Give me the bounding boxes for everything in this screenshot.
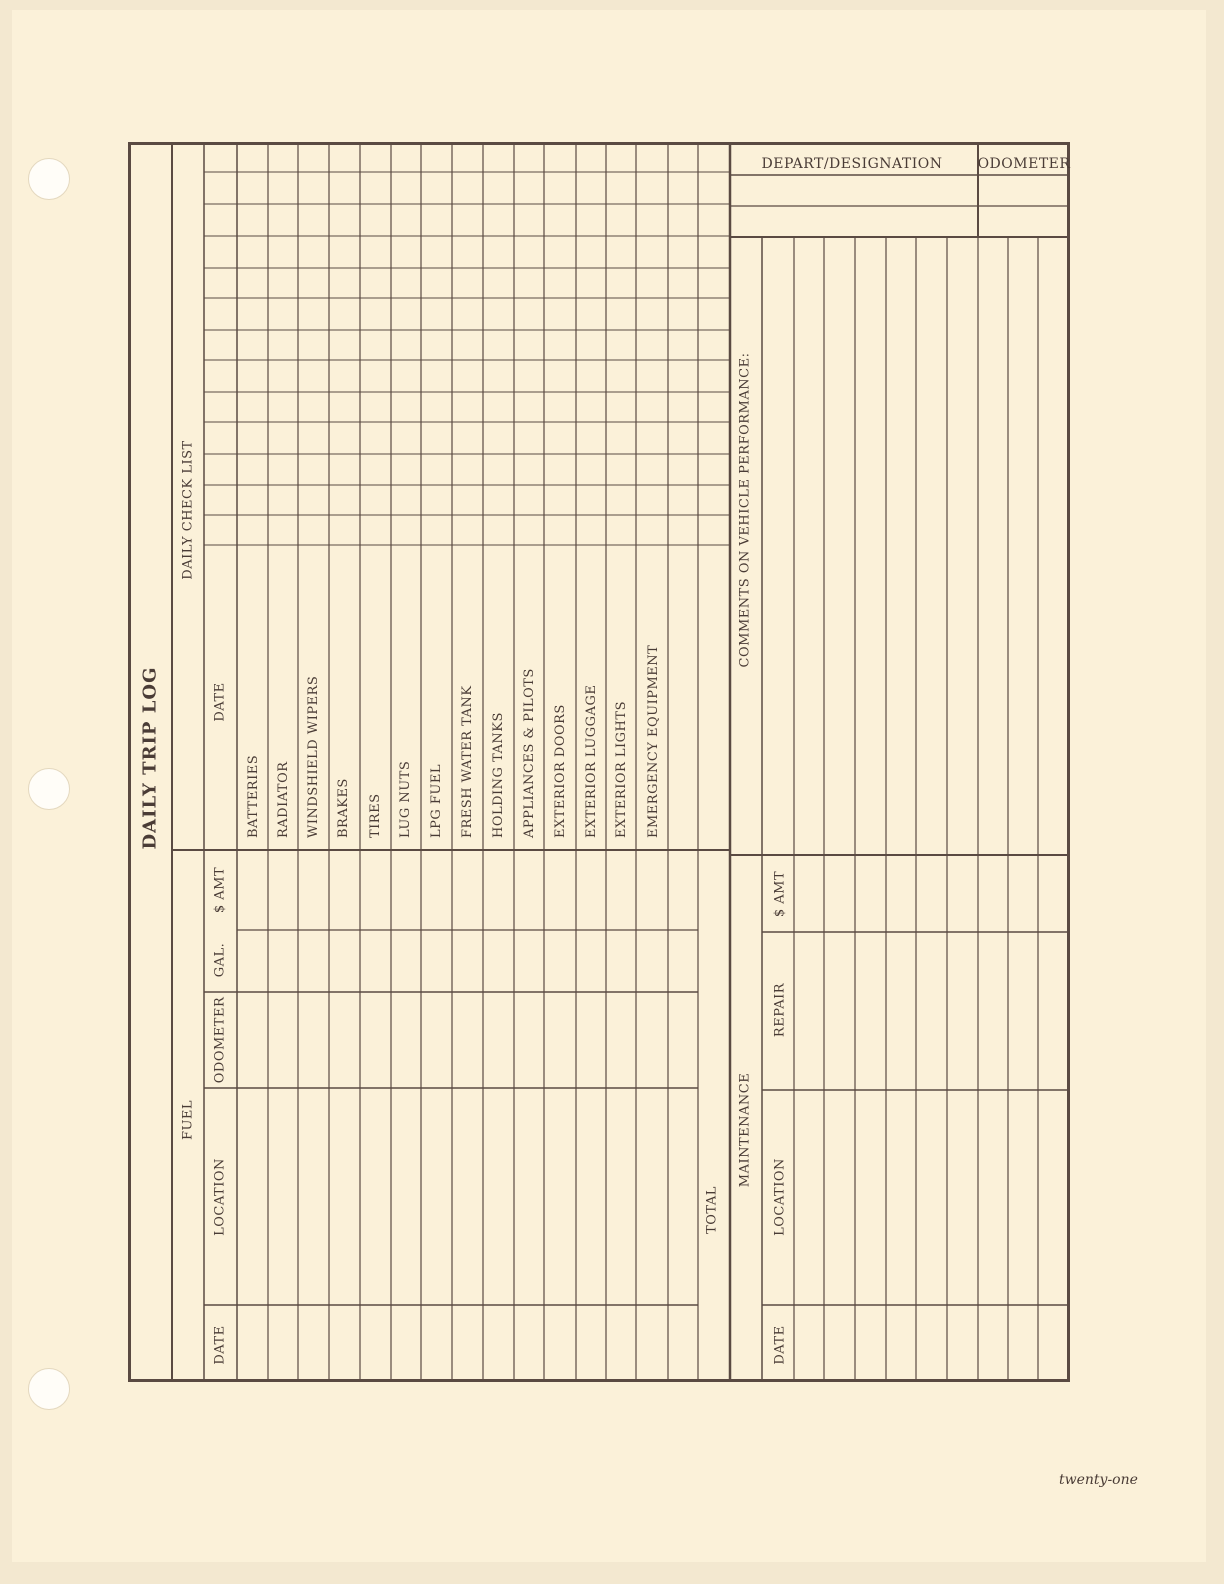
fuel-col-gal: GAL. (212, 942, 228, 978)
odometer-label: ODOMETER (977, 156, 1071, 172)
checklist-item-label: EXTERIOR DOORS (553, 704, 568, 838)
checklist-item-label: APPLIANCES & PILOTS (522, 668, 537, 838)
checklist-item-label: LUG NUTS (398, 760, 413, 838)
daily-trip-log-form (128, 142, 1070, 1382)
depart-designation-label: DEPART/DESIGNATION (761, 156, 943, 172)
comments-label: COMMENTS ON VEHICLE PERFORMANCE: (737, 352, 753, 668)
fuel-col-location: LOCATION (212, 1158, 228, 1236)
maint-col-date: DATE (772, 1325, 788, 1365)
checklist-item-label: EXTERIOR LUGGAGE (584, 684, 599, 838)
checklist-item-label: BRAKES (336, 778, 351, 838)
checklist-item-label: WINDSHIELD WIPERS (306, 675, 321, 838)
fuel-col-odometer: ODOMETER (212, 996, 228, 1084)
checklist-date-label: DATE (212, 682, 228, 722)
maint-col-repair: REPAIR (772, 982, 788, 1038)
maint-col-amt: $ AMT (772, 870, 788, 918)
checklist-item-label: RADIATOR (276, 761, 291, 838)
fuel-col-date: DATE (212, 1325, 228, 1365)
fuel-total-label: TOTAL (704, 1186, 720, 1234)
maint-col-location: LOCATION (772, 1158, 788, 1236)
fuel-heading: FUEL (180, 1099, 196, 1141)
checklist-item-label: TIRES (368, 793, 383, 838)
maintenance-heading: MAINTENANCE (737, 1072, 753, 1188)
checklist-item-label: EMERGENCY EQUIPMENT (646, 644, 661, 838)
checklist-item-label: FRESH WATER TANK (460, 685, 475, 838)
checklist-heading: DAILY CHECK LIST (180, 440, 196, 580)
checklist-item-label: EXTERIOR LIGHTS (614, 701, 629, 838)
checklist-item-label: BATTERIES (246, 754, 261, 838)
binder-hole-top (28, 158, 70, 200)
page-number: twenty-one (1059, 1472, 1138, 1488)
binder-hole-middle (28, 768, 70, 810)
fuel-col-amt: $ AMT (212, 866, 228, 914)
binder-hole-bottom (28, 1368, 70, 1410)
checklist-item-label: HOLDING TANKS (491, 712, 506, 838)
form-title: DAILY TRIP LOG (139, 666, 161, 850)
checklist-item-label: LPG FUEL (429, 764, 444, 838)
